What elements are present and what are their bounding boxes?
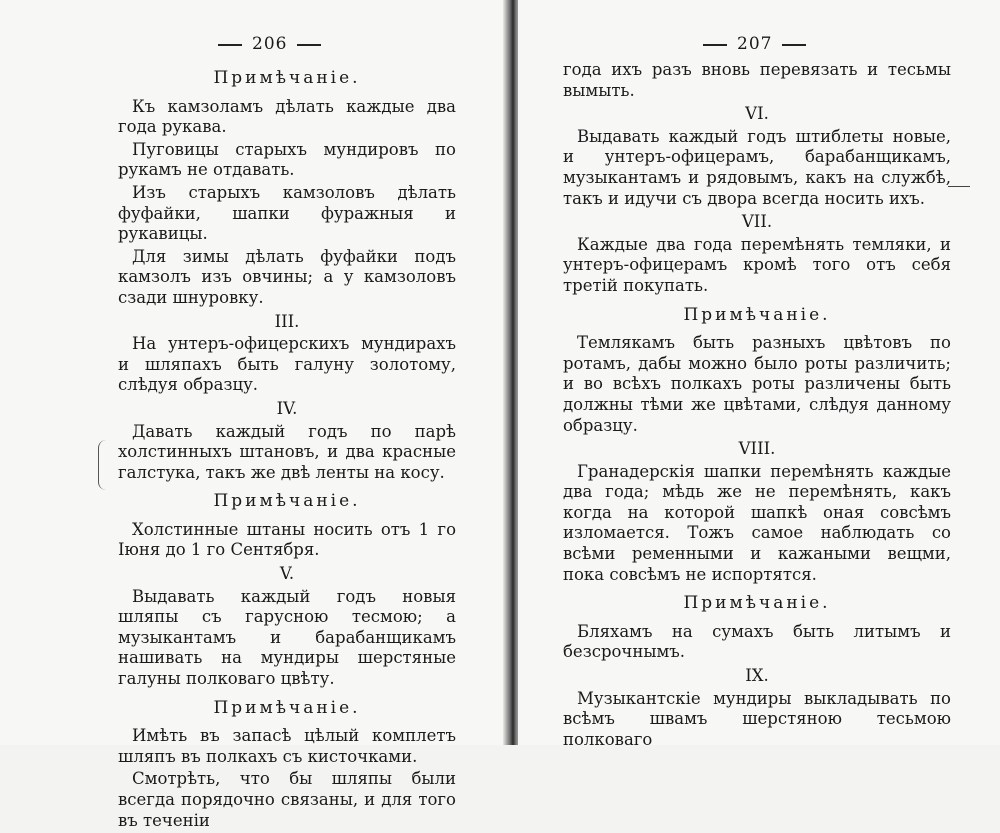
- page-number-left: 206: [208, 34, 331, 54]
- paragraph: Каждые два года перемѣнять темляки, и унтеръ-офицерамъ кромѣ того отъ себя третій покупать.: [563, 234, 951, 295]
- paragraph: Давать каждый годъ по парѣ холстинныхъ штановъ, и два красные галстука, такъ же двѣ ленты на косу.: [118, 421, 456, 482]
- section-heading: Примѣчаніе.: [683, 304, 831, 325]
- article-number: IX.: [745, 666, 769, 686]
- article-number: VII.: [741, 212, 773, 232]
- paragraph: Темлякамъ быть разныхъ цвѣтовъ по ротамъ, дабы можно было роты различить; и во всѣхъ полкахъ роты различены быть должны тѣми же цвѣтами, слѣдуя данному образцу.: [563, 333, 951, 435]
- paragraph: Смотрѣть, что бы шляпы были всегда порядочно связаны, и для того въ теченіи: [118, 769, 456, 830]
- paragraph: Бляхамъ на сумахъ быть литымъ и безсрочнымъ.: [563, 621, 951, 662]
- paragraph: Пуговицы старыхъ мундировъ по рукамъ не отдавать.: [118, 139, 456, 180]
- section-heading: Примѣчаніе.: [213, 697, 361, 718]
- article-number: III.: [274, 311, 300, 331]
- paragraph: Для зимы дѣлать фуфайки подъ камзолъ изъ овчины; а у камзоловъ сзади шнуровку.: [118, 246, 456, 307]
- paragraph: Къ камзоламъ дѣлать каждые два года рукава.: [118, 96, 456, 137]
- article-number: V.: [279, 564, 295, 584]
- right-page: [518, 0, 1000, 749]
- section-heading: Примѣчаніе.: [213, 68, 361, 88]
- paragraph: Выдавать каждый годъ новыя шляпы съ гарусною тесмою; а музыкантамъ и барабанщикамъ нашивать на мундиры шерстяные галуны полковаго цвѣту.: [118, 586, 456, 689]
- article-number: IV.: [276, 398, 298, 418]
- paragraph: Гранадерскія шапки перемѣнять каждые два года; мѣдь же не перемѣнять, какъ когда на которой шапкѣ оная совсѣмъ изломается. Тожъ самое наблюдать со всѣми ременными и кажаными вещми, пока совсѣмъ не испортятся.: [563, 461, 951, 584]
- paragraph: Изъ старыхъ камзоловъ дѣлать фуфайки, шапки фуражныя и рукавицы.: [118, 182, 456, 244]
- section-heading: Примѣчаніе.: [213, 491, 361, 512]
- paragraph: Выдавать каждый годъ штиблеты новые, и унтеръ-офицерамъ, барабанщикамъ, музыкантамъ и рядовымъ, какъ на службѣ, такъ и идучи съ двора всегда носить ихъ.: [563, 126, 951, 208]
- paragraph: года ихъ разъ вновь перевязать и тесьмы вымыть.: [563, 60, 951, 100]
- paragraph: Холстинные штаны носить отъ 1 го Іюня до 1 го Сентября.: [118, 519, 456, 560]
- page-number-right: 207: [693, 34, 816, 54]
- paragraph: Имѣть въ запасѣ цѣлый комплетъ шляпъ въ полкахъ съ кисточками.: [118, 726, 456, 766]
- right-page-text: [563, 60, 951, 752]
- paragraph: Музыкантскіе мундиры выкладывать по всѣмъ швамъ шерстяною тесьмою полковаго: [563, 688, 951, 749]
- section-heading: Примѣчаніе.: [683, 593, 831, 614]
- paragraph: На унтеръ-офицерскихъ мундирахъ и шляпахъ быть галуну золотому, слѣдуя образцу.: [118, 334, 456, 395]
- article-number: VI.: [745, 104, 769, 124]
- margin-pencil-mark: [948, 186, 970, 187]
- left-page-text: [118, 60, 456, 833]
- margin-bracket-mark: [98, 440, 111, 490]
- article-number: VIII.: [738, 439, 776, 459]
